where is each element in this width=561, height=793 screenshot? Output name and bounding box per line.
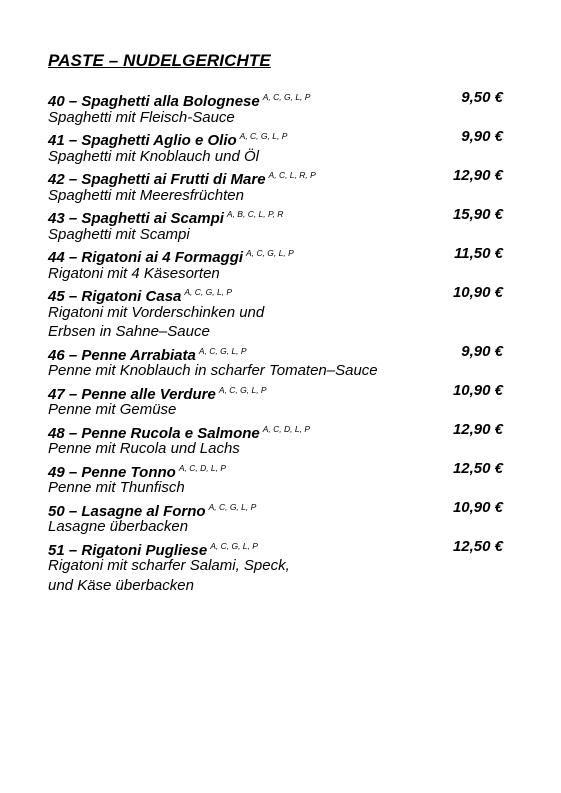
item-name: 47 – Penne alle Verdure	[48, 385, 216, 403]
menu-item-header	[48, 205, 503, 225]
item-description: Spaghetti mit Fleisch-Sauce	[48, 108, 235, 126]
item-price: 9,90 €	[461, 128, 503, 145]
item-name: 40 – Spaghetti alla Bolognese	[48, 93, 260, 110]
item-description: Penne mit Gemüse	[48, 401, 177, 418]
allergen-codes: A, C, D, L, P	[178, 462, 227, 473]
item-name: 45 – Rigatoni Casa	[48, 288, 182, 305]
item-description: Penne mit Rucola und Lachs	[48, 440, 240, 457]
menu-item-header	[48, 166, 503, 186]
item-description: Rigatoni mit 4 Käsesorten	[48, 264, 220, 282]
menu-item	[48, 342, 503, 381]
menu-item	[48, 205, 503, 244]
item-price: 9,50 €	[461, 89, 503, 106]
menu-item-header	[48, 498, 503, 518]
menu-item-header	[48, 283, 503, 303]
item-price: 12,50 €	[452, 537, 503, 555]
item-price: 12,90 €	[452, 420, 503, 438]
allergen-codes: A, C, G, L, P	[239, 131, 288, 141]
item-price: 10,90 €	[452, 498, 503, 516]
item-name: 49 – Penne Tonno	[48, 463, 176, 481]
menu-item	[48, 166, 503, 205]
item-name: 48 – Penne Rucola e Salmone	[48, 424, 260, 442]
menu-item-header	[48, 420, 503, 440]
item-name: 42 – Spaghetti ai Frutti di Mare	[48, 171, 266, 188]
item-description: Spaghetti mit Knoblauch und Öl	[48, 147, 259, 165]
menu-item	[48, 459, 503, 498]
menu-item	[48, 381, 503, 420]
allergen-codes: A, C, G, L, P	[246, 248, 294, 258]
menu-item-header	[48, 244, 503, 264]
allergen-codes: A, C, D, L, P	[262, 423, 311, 434]
allergen-codes: A, C, G, L, P	[262, 92, 311, 102]
item-price: 10,90 €	[452, 381, 503, 399]
allergen-codes: A, C, G, L, P	[198, 345, 247, 356]
item-name: 44 – Rigatoni ai 4 Formaggi	[48, 249, 244, 266]
item-price: 10,90 €	[452, 284, 503, 301]
item-description: Lasagne überbacken	[48, 518, 189, 535]
item-description: Erbsen in Sahne–Sauce	[48, 323, 210, 340]
item-description: und Käse überbacken	[48, 576, 194, 594]
menu-item	[48, 537, 503, 596]
page-title: PASTE – NUDELGERICHTE	[48, 51, 271, 70]
allergen-codes: A, C, G, L, P	[218, 384, 267, 395]
allergen-codes: A, C, G, L, P	[210, 540, 258, 551]
item-name: 50 – Lasagne al Forno	[48, 502, 206, 520]
menu-item-header	[48, 127, 503, 147]
item-description: Spaghetti mit Scampi	[48, 225, 190, 243]
allergen-codes: A, B, C, L, P, R	[226, 209, 284, 219]
item-description: Rigatoni mit scharfer Salami, Speck,	[48, 557, 290, 574]
item-name: 46 – Penne Arrabiata	[48, 346, 196, 364]
item-description: Rigatoni mit Vorderschinken und	[48, 303, 265, 321]
menu-item-header	[48, 381, 503, 401]
menu-item-header	[48, 88, 503, 108]
menu-item-header	[48, 537, 503, 557]
item-price: 11,50 €	[454, 245, 503, 262]
item-description: Spaghetti mit Meeresfrüchten	[48, 186, 244, 204]
menu-item	[48, 283, 503, 342]
item-price: 12,90 €	[452, 167, 503, 184]
item-description: Penne mit Knoblauch in scharfer Tomaten–Sauce	[48, 362, 378, 379]
allergen-codes: A, C, G, L, P	[208, 501, 257, 512]
menu-item	[48, 498, 503, 537]
menu-item	[48, 127, 503, 166]
menu-list	[48, 88, 503, 595]
item-name: 41 – Spaghetti Aglio e Olio	[48, 132, 237, 149]
item-description: Penne mit Thunfisch	[48, 479, 185, 496]
menu-item	[48, 88, 503, 127]
item-price: 15,90 €	[452, 206, 503, 223]
allergen-codes: A, C, L, R, P	[268, 170, 316, 180]
item-name: 51 – Rigatoni Pugliese	[48, 541, 208, 559]
item-price: 12,50 €	[452, 459, 503, 477]
item-name: 43 – Spaghetti ai Scampi	[48, 210, 224, 227]
item-price: 9,90 €	[461, 342, 503, 360]
allergen-codes: A, C, G, L, P	[184, 287, 233, 297]
menu-item-header	[48, 459, 503, 479]
menu-item-header	[48, 342, 503, 362]
menu-item	[48, 244, 503, 283]
menu-item	[48, 420, 503, 459]
